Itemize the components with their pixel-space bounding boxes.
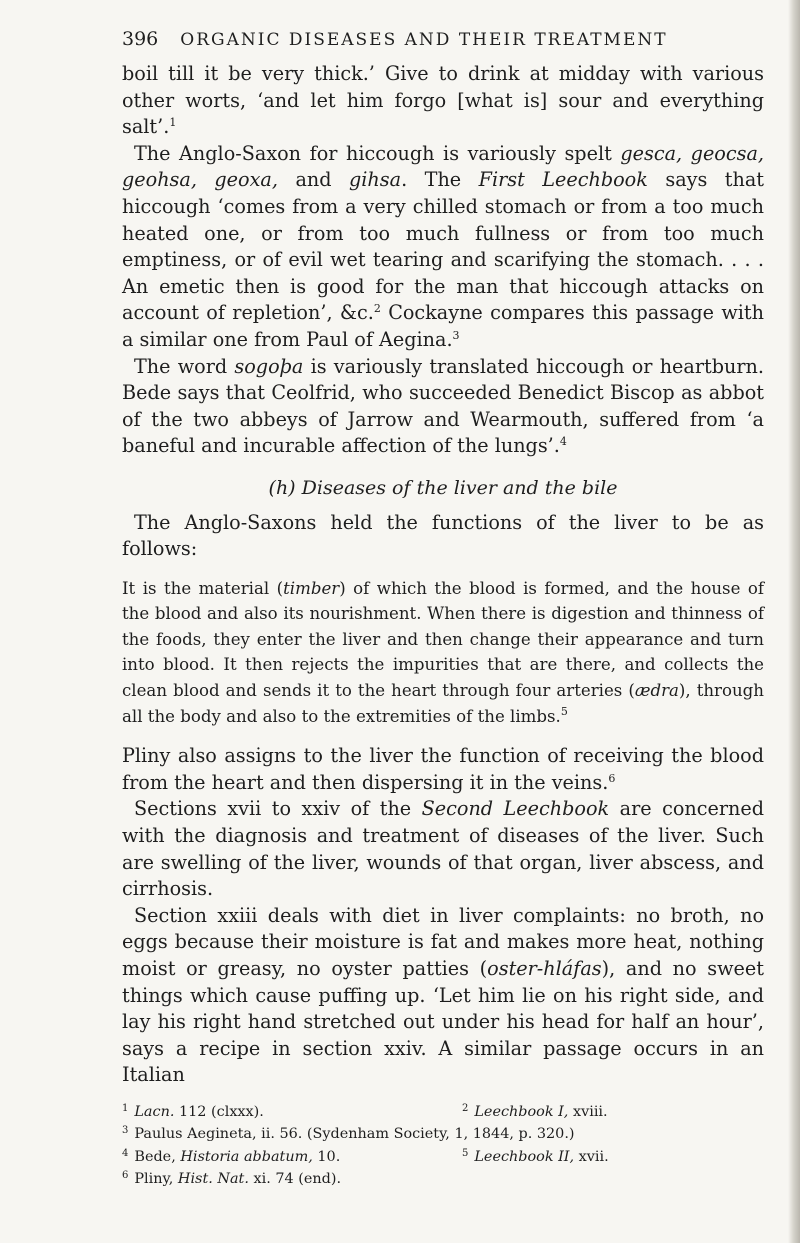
footnote-1: $^1$ Lacn. 112 (clxxx). — [122, 1102, 264, 1120]
section-heading: (h) Diseases of the liver and the bile — [268, 476, 618, 499]
footnote-ref: 2 — [373, 302, 381, 316]
running-head — [122, 28, 764, 58]
paragraph-functions: The Anglo-Saxons held the functions of the liver to be as follows: — [122, 510, 764, 561]
page-edge-shadow — [788, 0, 800, 1243]
paragraph-1: boil till it be very thick.’ Give to drink at midday with various other worts, ‘and let him forgo [what is] sour and everything salt’.$^1$ — [122, 62, 764, 139]
page-number: 396 — [122, 28, 159, 50]
footnote-ref: 3 — [452, 328, 460, 342]
block-quote: It is the material (timber) of which the blood is formed, and the house of the blood and also its nourishment. When there is digestion and thinness of the foods, they enter the liver and then change their appearance and turn into blood. It then rejects the impurities that are there, and collects the clean blood and sends it to the heart through four arteries (ædra), through all the body and also to the extremities of the limbs.$^5$ — [122, 578, 764, 726]
footnote-ref: 1 — [169, 116, 177, 130]
footnote-5: $^5$ Leechbook II, xvii. — [462, 1147, 609, 1165]
paragraph-sections: Sections xvii to xxiv of the Second Leechbook are concerned with the diagnosis and treatment of diseases of the liver. Such are swelling of the liver, wounds of that organ, liver abscess, and cirrhosis. — [122, 797, 764, 901]
paragraph-diet: Section xxiii deals with diet in liver complaints: no broth, no eggs because their moisture is fat and makes more heat, nothing moist or greasy, no oyster patties (oster-hláfas), and no sweet things which cause puffing up. ‘Let him lie on his right side, and lay his right hand stretched out under his head for half an hour’, says a recipe in section xxiv. A similar passage occurs in an Italian — [122, 903, 764, 1087]
body-text — [122, 61, 764, 563]
paragraph-hiccough: The Anglo-Saxon for hiccough is variously spelt gesca, geocsa, geohsa, geoxa, and gihsa. The First Leechbook says that hiccough ‘comes from a very chilled stomach or from a too much heated one, or from too much fullness or from too much emptiness, or of evil wet tearing and scarifying the stomach. . . . An emetic then is good for the man that hiccough attacks on account of repletion’, &c.$^2$ Cockayne compares this passage with a similar one from Paul of Aegina.$^3$ — [122, 141, 765, 351]
running-title: ORGANIC DISEASES AND THEIR TREATMENT — [180, 30, 668, 50]
footnote-ref: 4 — [559, 435, 567, 449]
footnotes — [122, 1101, 764, 1191]
paragraph-sogopa: The word sogoþa is variously translated hiccough or heartburn. Bede says that Ceolfrid, who succeeded Benedict Biscop as abbot of the two abbeys of Jarrow and Wearmouth, suffered from ‘a baneful and incurable affection of the lungs’.$^4$ — [122, 354, 764, 458]
footnote-2: $^2$ Leechbook I, xviii. — [462, 1102, 608, 1120]
book-page — [122, 28, 764, 1191]
footnote-6: $^6$ Pliny, Hist. Nat. xi. 74 (end). — [122, 1170, 342, 1188]
footnote-4: $^4$ Bede, Historia abbatum, 10. — [122, 1147, 341, 1165]
footnote-ref: 5 — [560, 704, 568, 718]
footnote-ref: 6 — [608, 771, 616, 785]
body-text-2 — [122, 743, 764, 1089]
footnote-3: $^3$ Paulus Aegineta, ii. 56. (Sydenham Society, 1, 1844, p. 320.) — [122, 1125, 575, 1143]
paragraph-pliny: Pliny also assigns to the liver the function of receiving the blood from the heart and then dispersing it in the veins.$^6$ — [122, 744, 764, 794]
